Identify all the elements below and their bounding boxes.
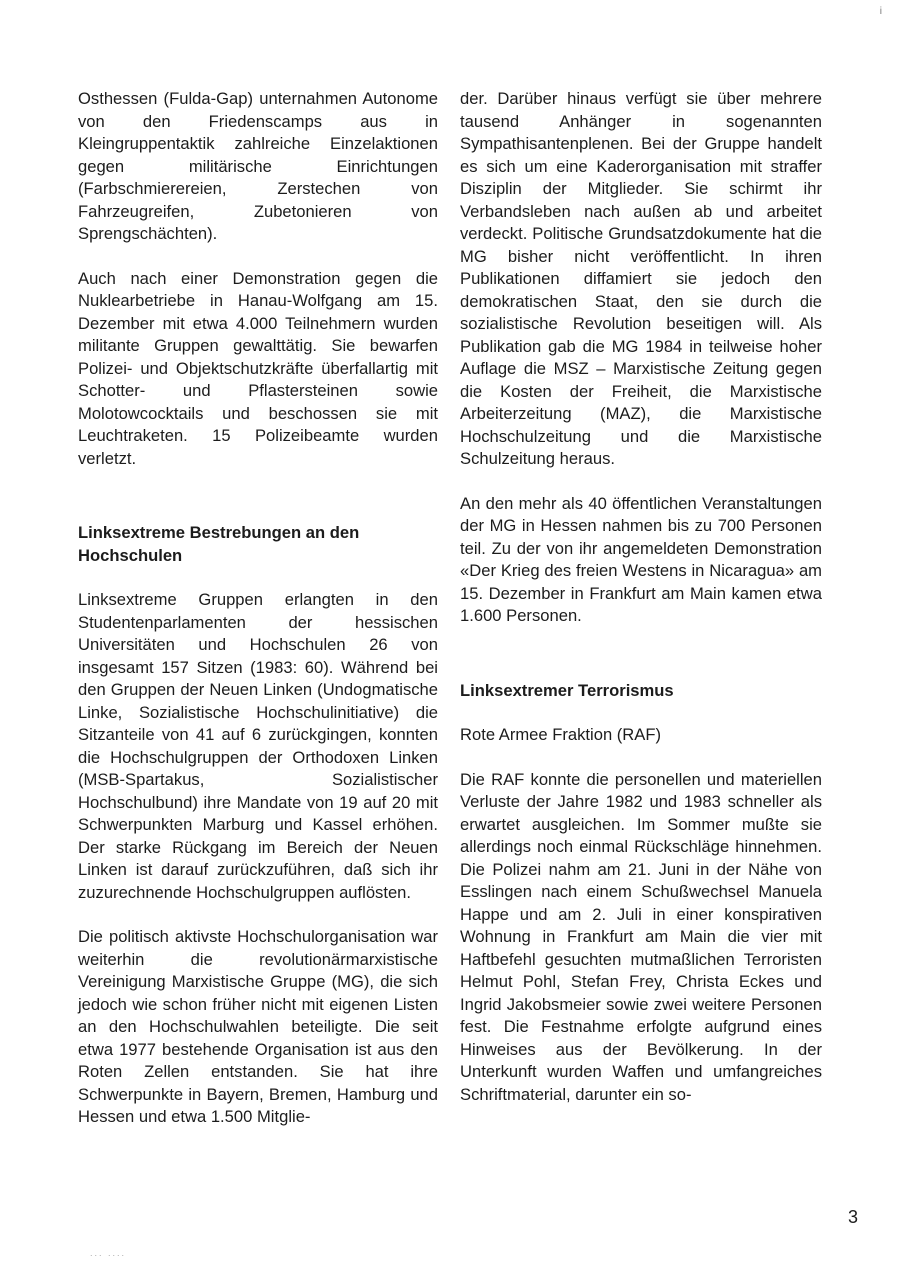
paragraph-fulda-gap: Osthessen (Fulda-Gap) unternahmen Autonome von den Friedenscamps aus in Kleingruppentaktik zahlreiche Einzelaktionen gegen militärische Einrichtungen (Farbschmierereien, Zerstechen von Fahrzeugreifen, Zubetonieren von Sprengschächten). [78, 89, 438, 243]
right-column [460, 88, 822, 1106]
heading-terrorismus: Linksextremer Terrorismus [460, 680, 674, 700]
heading-hochschulen: Linksextreme Bestrebungen an den Hochschulen [78, 523, 360, 565]
paragraph-raf: Die RAF konnte die personellen und materiellen Verluste der Jahre 1982 und 1983 schneller als erwartet ausgleichen. Im Sommer mußte sie allerdings noch einmal Rückschläge hinnehmen. Die Polizei nahm am 21. Juni in der Nähe von Esslingen nach einem Schußwechsel Manuela Happe und am 2. Juli in einer konspirativen Wohnung in Frankfurt am Main die vier mit Haftbefehl gesuchten mutmaßlichen Terroristen Helmut Pohl, Stefan Frey, Christa Eckes und Ingrid Jakobsmeier sowie zwei weitere Personen fest. Die Festnahme erfolgte aufgrund eines Hinweises aus der Bevölkerung. In der Unterkunft wurden Waffen und umfangreiches Schriftmaterial, darunter ein so- [460, 769, 822, 1104]
paragraph-hanau-demonstration: Auch nach einer Demonstration gegen die Nuklearbetriebe in Hanau-Wolfgang am 15. Dezember mit etwa 4.000 Teilnehmern wurden militante Gruppen gewalttätig. Sie bewarfen Polizei- und Objektschutzkräfte überfallartig mit Schotter- und Pflastersteinen sowie Molotowcocktails und beschossen sie mit Leuchtraketen. 15 Polizeibeamte wurden verletzt. [78, 268, 438, 468]
paragraph-marxistische-gruppe: Die politisch aktivste Hochschulorganisation war weiterhin die revolutionärmarxistische Vereinigung Marxistische Gruppe (MG), die sich jedoch wie schon früher nicht mit eigenen Listen an den Hochschulwahlen beteiligte. Die seit etwa 1977 bestehende Organisation ist aus den Roten Zellen entstanden. Sie hat ihre Schwerpunkte in Bayern, Bremen, Hamburg und Hessen und etwa 1.500 Mitglie- [78, 927, 438, 1126]
corner-mark: i [879, 6, 882, 17]
footer-mark: ... .... [90, 1248, 127, 1258]
page-number: 3 [847, 1207, 858, 1227]
left-column [78, 88, 438, 1129]
paragraph-mg-veranstaltungen: An den mehr als 40 öffentlichen Veranstaltungen der MG in Hessen nahmen bis zu 700 Personen teil. Zu der von ihr angemeldeten Demonstration «Der Krieg des freien Westens in Nicaragua» am 15. Dezember in Frankfurt am Main kamen etwa 1.600 Personen. [460, 493, 822, 625]
paragraph-mg-organisation: der. Darüber hinaus verfügt sie über mehrere tausend Anhänger in sogenannten Sympathisantenplenen. Bei der Gruppe handelt es sich um eine Kaderorganisation mit straffer Disziplin der Mitglieder. Sie schirmt ihr Verbandsleben nach außen ab und arbeitet verdeckt. Politische Grundsatzdokumente hat die MG bisher nicht veröffentlicht. In ihren Publikationen diffamiert sie jedoch den demokratischen Staat, den sie durch die sozialistische Revolution beseitigen will. Als Publikation gab die MG 1984 in teilweise hoher Auflage die MSZ – Marxistische Zeitung gegen die Kosten der Freiheit, die Marxistische Arbeiterzeitung (MAZ), die Marxistische Hochschulzeitung und die Marxistische Schulzeitung heraus. [460, 89, 822, 468]
subheading-raf: Rote Armee Fraktion (RAF) [460, 725, 662, 744]
paragraph-studentenparlamente: Linksextreme Gruppen erlangten in den Studentenparlamenten der hessischen Universitäten und Hochschulen 26 von insgesamt 157 Sitzen (1983: 60). Während bei den Gruppen der Neuen Linken (Undogmatische Linke, Sozialistische Hochschulinitiative) die Sitzanteile von 41 auf 6 zurückgingen, konnten die Hochschulgruppen der Orthodoxen Linken (MSB-Spartakus, Sozialistischer Hochschulbund) ihre Mandate von 19 auf 20 mit Schwerpunkten Marburg und Kassel erhöhen. Der starke Rückgang im Bereich der Neuen Linken ist darauf zurückzuführen, daß sich ihr zuzurechnende Hochschulgruppen auflösten. [78, 590, 438, 902]
